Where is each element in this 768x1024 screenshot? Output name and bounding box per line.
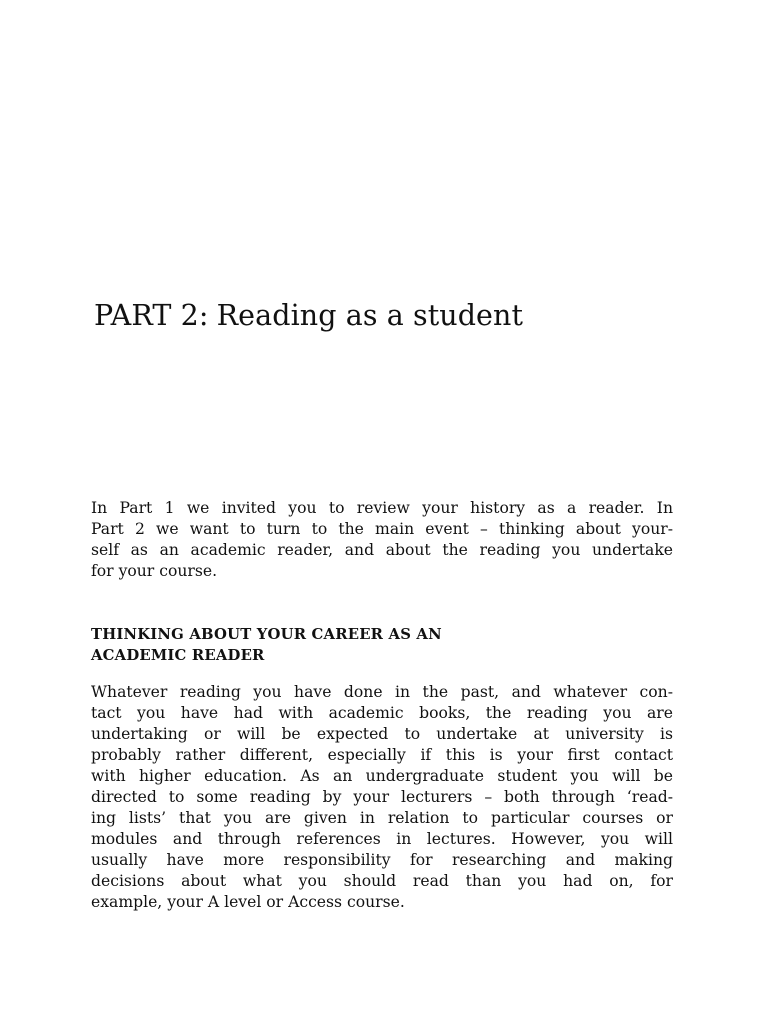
part-title-text: Reading as a student [216,299,524,332]
body-line: directed to some reading by your lecturers – both through ‘read- [91,788,673,806]
body-paragraph [91,682,673,913]
body-line: ing lists’ that you are given in relation to particular courses or [91,809,673,827]
intro-line: Part 2 we want to turn to the main event – thinking about your- [91,520,673,538]
part-number: PART 2: [94,299,209,332]
intro-paragraph [91,498,673,582]
intro-line: for your course. [91,562,218,580]
intro-line: self as an academic reader, and about the reading you undertake [91,541,673,559]
section-heading-line: THINKING ABOUT YOUR CAREER AS AN [91,626,442,643]
body-line: probably rather different, especially if this is your first contact [91,746,673,764]
body-line: with higher education. As an undergraduate student you will be [91,767,673,785]
body-line: Whatever reading you have done in the past, and whatever con- [91,683,673,701]
section-heading [91,624,442,666]
body-line: undertaking or will be expected to undertake at university is [91,725,673,743]
body-line: tact you have had with academic books, the reading you are [91,704,673,722]
part-title [94,296,523,336]
section-heading-line: ACADEMIC READER [91,647,265,664]
body-line: decisions about what you should read than you had on, for [91,872,673,890]
intro-line: In Part 1 we invited you to review your history as a reader. In [91,499,673,517]
body-line: modules and through references in lectures. However, you will [91,830,673,848]
body-line: example, your A level or Access course. [91,893,405,911]
body-line: usually have more responsibility for researching and making [91,851,673,869]
